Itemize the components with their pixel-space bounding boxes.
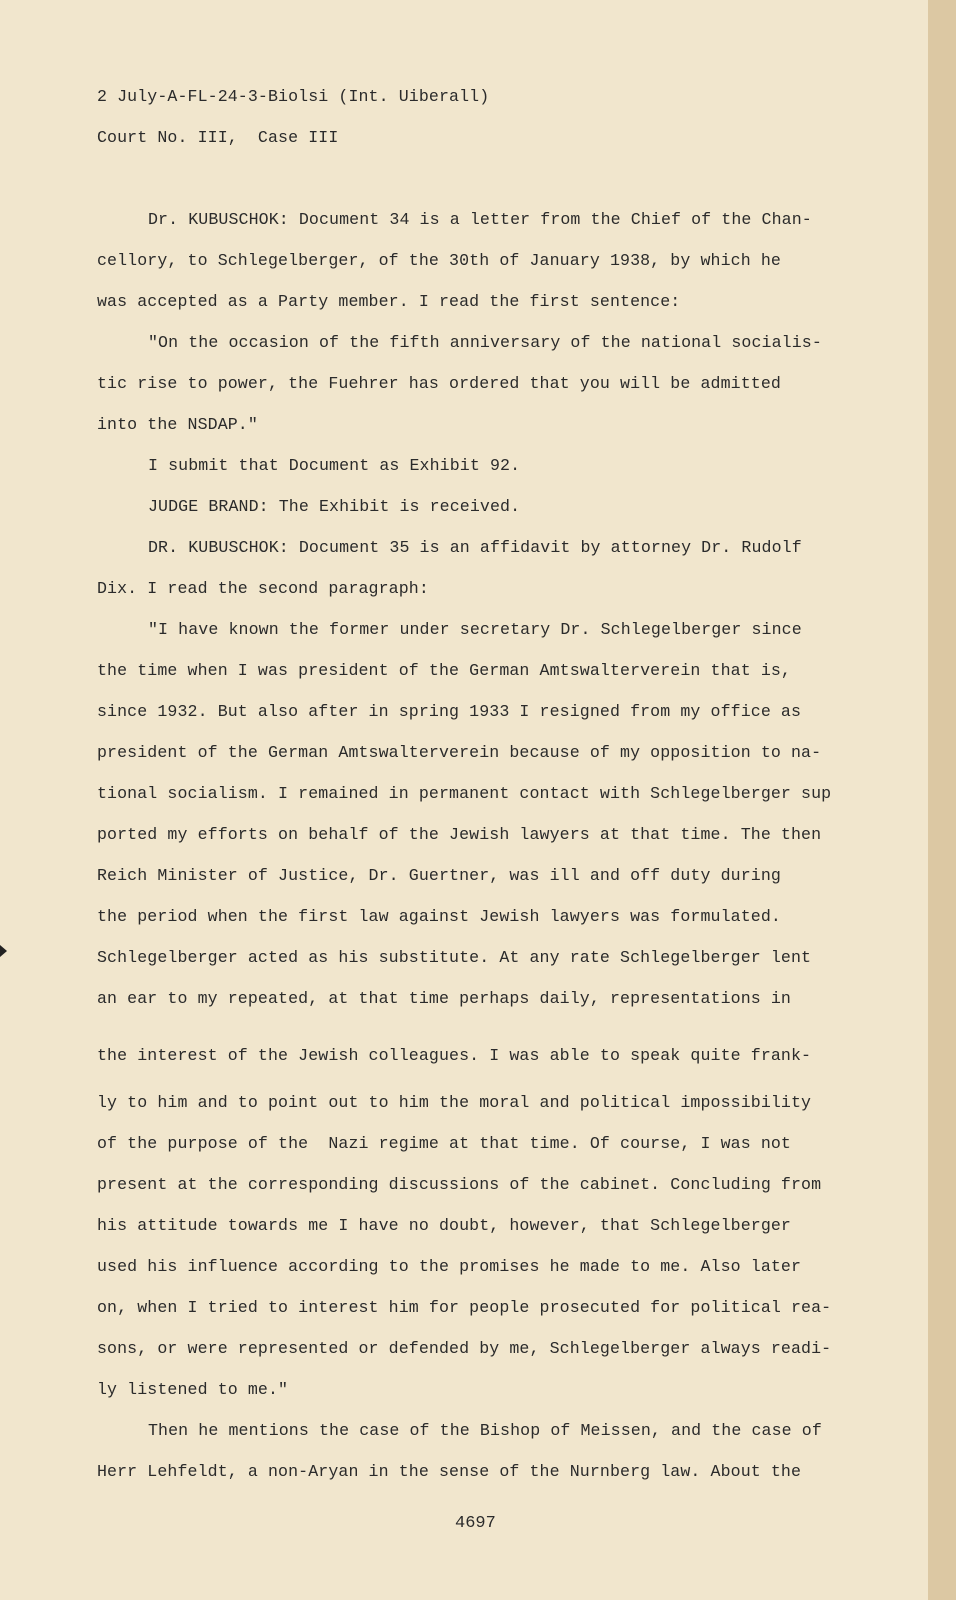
header-line-1: 2 July-A-FL-24-3-Biolsi (Int. Uiberall) [97,87,490,106]
text-line: the period when the first law against Jewish lawyers was formulated. [97,907,781,926]
text-line: Dr. KUBUSCHOK: Document 34 is a letter from the Chief of the Chan- [148,210,812,229]
page-edge [928,0,956,1600]
text-line: ly to him and to point out to him the moral and political impossibility [97,1093,812,1112]
text-line: "I have known the former under secretary Dr. Schlegelberger since [148,620,802,639]
text-line: present at the corresponding discussions of the cabinet. Concluding from [97,1175,822,1194]
text-line: used his influence according to the promises he made to me. Also later [97,1257,802,1276]
text-line: Dix. I read the second paragraph: [97,579,429,598]
text-line: cellory, to Schlegelberger, of the 30th of January 1938, by which he [97,251,781,270]
text-line: Reich Minister of Justice, Dr. Guertner, was ill and off duty during [97,866,781,885]
text-line: his attitude towards me I have no doubt, however, that Schlegelberger [97,1216,791,1235]
text-line: of the purpose of the Nazi regime at that time. Of course, I was not [97,1134,791,1153]
text-line: the time when I was president of the German Amtswalterverein that is, [97,661,791,680]
text-line: Then he mentions the case of the Bishop of Meissen, and the case of [148,1421,822,1440]
text-line: was accepted as a Party member. I read the first sentence: [97,292,681,311]
text-line: tic rise to power, the Fuehrer has ordered that you will be admitted [97,374,781,393]
text-line: Herr Lehfeldt, a non-Aryan in the sense of the Nurnberg law. About the [97,1462,802,1481]
header-line-2: Court No. III, Case III [97,128,339,147]
text-line: Schlegelberger acted as his substitute. At any rate Schlegelberger lent [97,948,812,967]
text-line: ly listened to me." [97,1380,289,1399]
text-line: into the NSDAP." [97,415,258,434]
text-line: I submit that Document as Exhibit 92. [148,456,521,475]
text-line: tional socialism. I remained in permanent contact with Schlegelberger sup [97,784,832,803]
text-line: ported my efforts on behalf of the Jewish lawyers at that time. The then [97,825,822,844]
text-line: the interest of the Jewish colleagues. I was able to speak quite frank- [97,1046,812,1065]
text-line: DR. KUBUSCHOK: Document 35 is an affidavit by attorney Dr. Rudolf [148,538,802,557]
page-number: 4697 [455,1514,496,1533]
text-line: JUDGE BRAND: The Exhibit is received. [148,497,521,516]
text-line: "On the occasion of the fifth anniversary of the national socialis- [148,333,822,352]
text-line: on, when I tried to interest him for people prosecuted for political rea- [97,1298,832,1317]
text-line: an ear to my repeated, at that time perhaps daily, representations in [97,989,791,1008]
text-line: since 1932. But also after in spring 1933 I resigned from my office as [97,702,802,721]
margin-arrow-icon [0,945,7,957]
text-line: sons, or were represented or defended by me, Schlegelberger always readi- [97,1339,832,1358]
text-line: president of the German Amtswalterverein because of my opposition to na- [97,743,822,762]
